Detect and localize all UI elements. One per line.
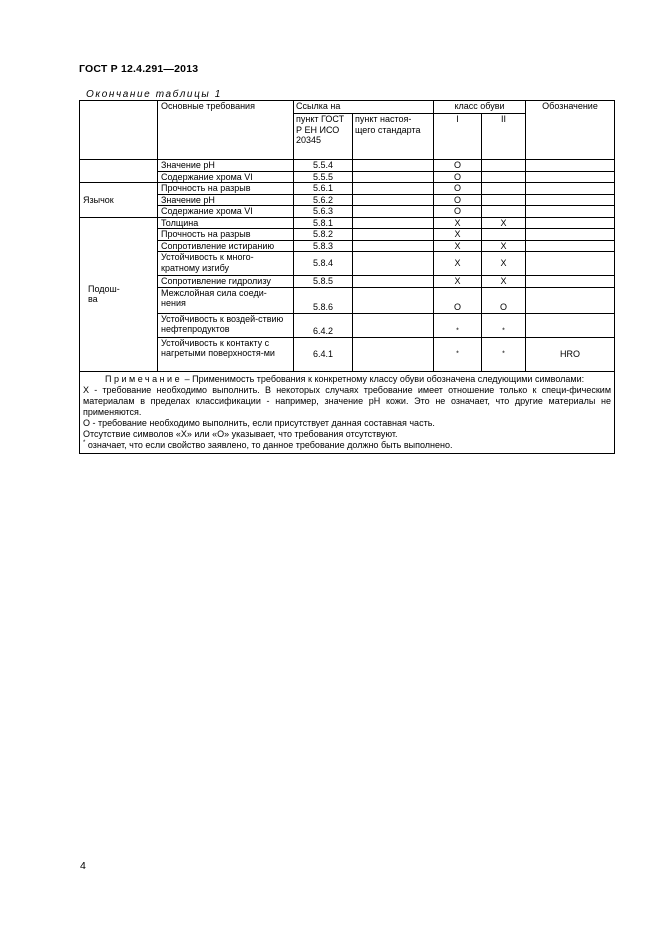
- note-star-text: означает, что если свойство заявлено, то данное требование должно быть выполнено.: [85, 439, 453, 450]
- std-ref-cell: [353, 276, 434, 288]
- header-reference: Ссылка на: [294, 101, 434, 114]
- iso-ref-cell: 5.8.3: [294, 240, 353, 252]
- requirement-cell: Сопротивление истиранию: [158, 240, 294, 252]
- requirement-cell: Устойчивость к много-кратному изгибу: [158, 252, 294, 276]
- requirement-cell: Значение pH: [158, 194, 294, 206]
- requirements-table: [79, 100, 615, 454]
- std-ref-cell: [353, 337, 434, 371]
- std-ref-cell: [353, 217, 434, 229]
- iso-ref-cell: 5.8.6: [294, 287, 353, 313]
- class-1-cell: O: [434, 183, 482, 195]
- designation-cell: [526, 313, 615, 337]
- std-ref-cell: [353, 313, 434, 337]
- note-row: [80, 371, 615, 453]
- header-main-requirements: Основные требования: [158, 101, 294, 160]
- header-empty-cell: [80, 101, 158, 160]
- iso-ref-cell: 6.4.1: [294, 337, 353, 371]
- group-sole-label: Подош-ва: [88, 283, 120, 304]
- note-star-line: [83, 440, 611, 451]
- note-intro-text: – Применимость требования к конкретному классу обуви обозначена следующими символами:: [182, 373, 585, 384]
- class-1-cell: O: [434, 194, 482, 206]
- class-1-cell: X: [434, 276, 482, 288]
- requirement-cell: Прочность на разрыв: [158, 183, 294, 195]
- requirement-cell: Содержание хрома VI: [158, 171, 294, 183]
- class-2-cell: [482, 183, 526, 195]
- requirement-cell: Значение pH: [158, 160, 294, 172]
- class-2-cell: X: [482, 217, 526, 229]
- class-1-cell: O: [434, 206, 482, 218]
- table-row: [80, 217, 615, 229]
- table-caption: Окончание таблицы 1: [86, 89, 222, 100]
- designation-cell: HRO: [526, 337, 615, 371]
- iso-ref-cell: 5.5.5: [294, 171, 353, 183]
- header-designation: Обозначение: [526, 101, 615, 160]
- std-ref-cell: [353, 252, 434, 276]
- class-1-value: *: [456, 349, 459, 357]
- class-1-cell: [434, 313, 482, 337]
- group-empty-cell: [80, 160, 158, 183]
- designation-cell: [526, 206, 615, 218]
- table-row: [80, 206, 615, 218]
- class-2-cell: [482, 337, 526, 371]
- class-2-cell: X: [482, 252, 526, 276]
- header-row-1: [80, 101, 615, 114]
- table-row: [80, 171, 615, 183]
- table-row: [80, 194, 615, 206]
- table-row: [80, 160, 615, 172]
- class-1-cell: O: [434, 171, 482, 183]
- note-intro: [83, 374, 611, 385]
- std-ref-cell: [353, 229, 434, 241]
- note-star-mark: *: [83, 439, 86, 446]
- iso-ref-cell: 5.6.2: [294, 194, 353, 206]
- requirement-cell: Сопротивление гидролизу: [158, 276, 294, 288]
- class-2-value: *: [502, 327, 505, 334]
- iso-ref-cell: 5.8.5: [294, 276, 353, 288]
- table-row: [80, 183, 615, 195]
- class-2-cell: X: [482, 276, 526, 288]
- class-1-cell: [434, 337, 482, 371]
- class-2-cell: X: [482, 240, 526, 252]
- iso-ref-cell: 5.6.3: [294, 206, 353, 218]
- requirement-cell: Устойчивость к контакту с нагретыми поверхностя-ми: [158, 337, 294, 371]
- requirement-cell: Межслойная сила соеди-нения: [158, 287, 294, 313]
- designation-cell: [526, 160, 615, 172]
- std-ref-cell: [353, 240, 434, 252]
- designation-cell: [526, 194, 615, 206]
- note-absent-line: Отсутствие символов «X» или «O» указывает, что требования отсутствуют.: [83, 428, 398, 439]
- std-ref-cell: [353, 183, 434, 195]
- group-sole: [80, 217, 158, 371]
- iso-ref-cell: 5.8.4: [294, 252, 353, 276]
- class-2-cell: [482, 206, 526, 218]
- table-row: [80, 240, 615, 252]
- header-class-2: II: [482, 114, 526, 160]
- iso-ref-cell: 5.5.4: [294, 160, 353, 172]
- requirement-cell: Толщина: [158, 217, 294, 229]
- designation-cell: [526, 240, 615, 252]
- class-2-cell: [482, 160, 526, 172]
- class-2-cell: [482, 171, 526, 183]
- class-1-cell: O: [434, 160, 482, 172]
- requirement-cell: Прочность на разрыв: [158, 229, 294, 241]
- std-ref-cell: [353, 287, 434, 313]
- std-ref-cell: [353, 206, 434, 218]
- iso-ref-cell: 5.8.2: [294, 229, 353, 241]
- std-ref-cell: [353, 194, 434, 206]
- class-1-cell: O: [434, 287, 482, 313]
- table-row: [80, 276, 615, 288]
- header-ref-iso: пункт ГОСТ Р ЕН ИСО 20345: [294, 114, 353, 160]
- header-class-1: I: [434, 114, 482, 160]
- note-label: Примечание: [105, 373, 183, 384]
- std-ref-cell: [353, 160, 434, 172]
- class-2-cell: [482, 313, 526, 337]
- note-o-line: O - требование необходимо выполнить, если присутствует данная составная часть.: [83, 417, 435, 428]
- class-1-cell: X: [434, 252, 482, 276]
- group-tongue: Язычок: [80, 183, 158, 218]
- iso-ref-cell: 5.6.1: [294, 183, 353, 195]
- table-row: [80, 287, 615, 313]
- class-2-value: *: [502, 349, 505, 357]
- class-1-cell: X: [434, 229, 482, 241]
- designation-cell: [526, 229, 615, 241]
- designation-cell: [526, 252, 615, 276]
- header-footwear-class: класс обуви: [434, 101, 526, 114]
- std-ref-cell: [353, 171, 434, 183]
- note-x-line: X - требование необходимо выполнить. В некоторых случаях требование имеет отношение только к специ-фическим материалам в пределах классификации - например, значение pH кожи. Это не означает, что другие материалы не применяются.: [83, 384, 612, 417]
- table-row: [80, 313, 615, 337]
- class-1-value: *: [456, 327, 459, 334]
- class-2-cell: [482, 194, 526, 206]
- designation-cell: [526, 217, 615, 229]
- iso-ref-cell: 6.4.2: [294, 313, 353, 337]
- table-note: [80, 371, 615, 453]
- requirement-cell: Устойчивость к воздей-ствию нефтепродуктов: [158, 313, 294, 337]
- class-1-cell: X: [434, 240, 482, 252]
- table-row: [80, 337, 615, 371]
- header-ref-standard: пункт настоя-щего стандарта: [353, 114, 434, 160]
- class-1-cell: X: [434, 217, 482, 229]
- designation-cell: [526, 287, 615, 313]
- designation-cell: [526, 171, 615, 183]
- designation-cell: [526, 183, 615, 195]
- page-number: 4: [80, 860, 86, 872]
- table-row: [80, 229, 615, 241]
- designation-cell: [526, 276, 615, 288]
- table-row: [80, 252, 615, 276]
- document-number: ГОСТ Р 12.4.291—2013: [79, 63, 199, 75]
- requirement-cell: Содержание хрома VI: [158, 206, 294, 218]
- iso-ref-cell: 5.8.1: [294, 217, 353, 229]
- class-2-cell: [482, 229, 526, 241]
- class-2-cell: O: [482, 287, 526, 313]
